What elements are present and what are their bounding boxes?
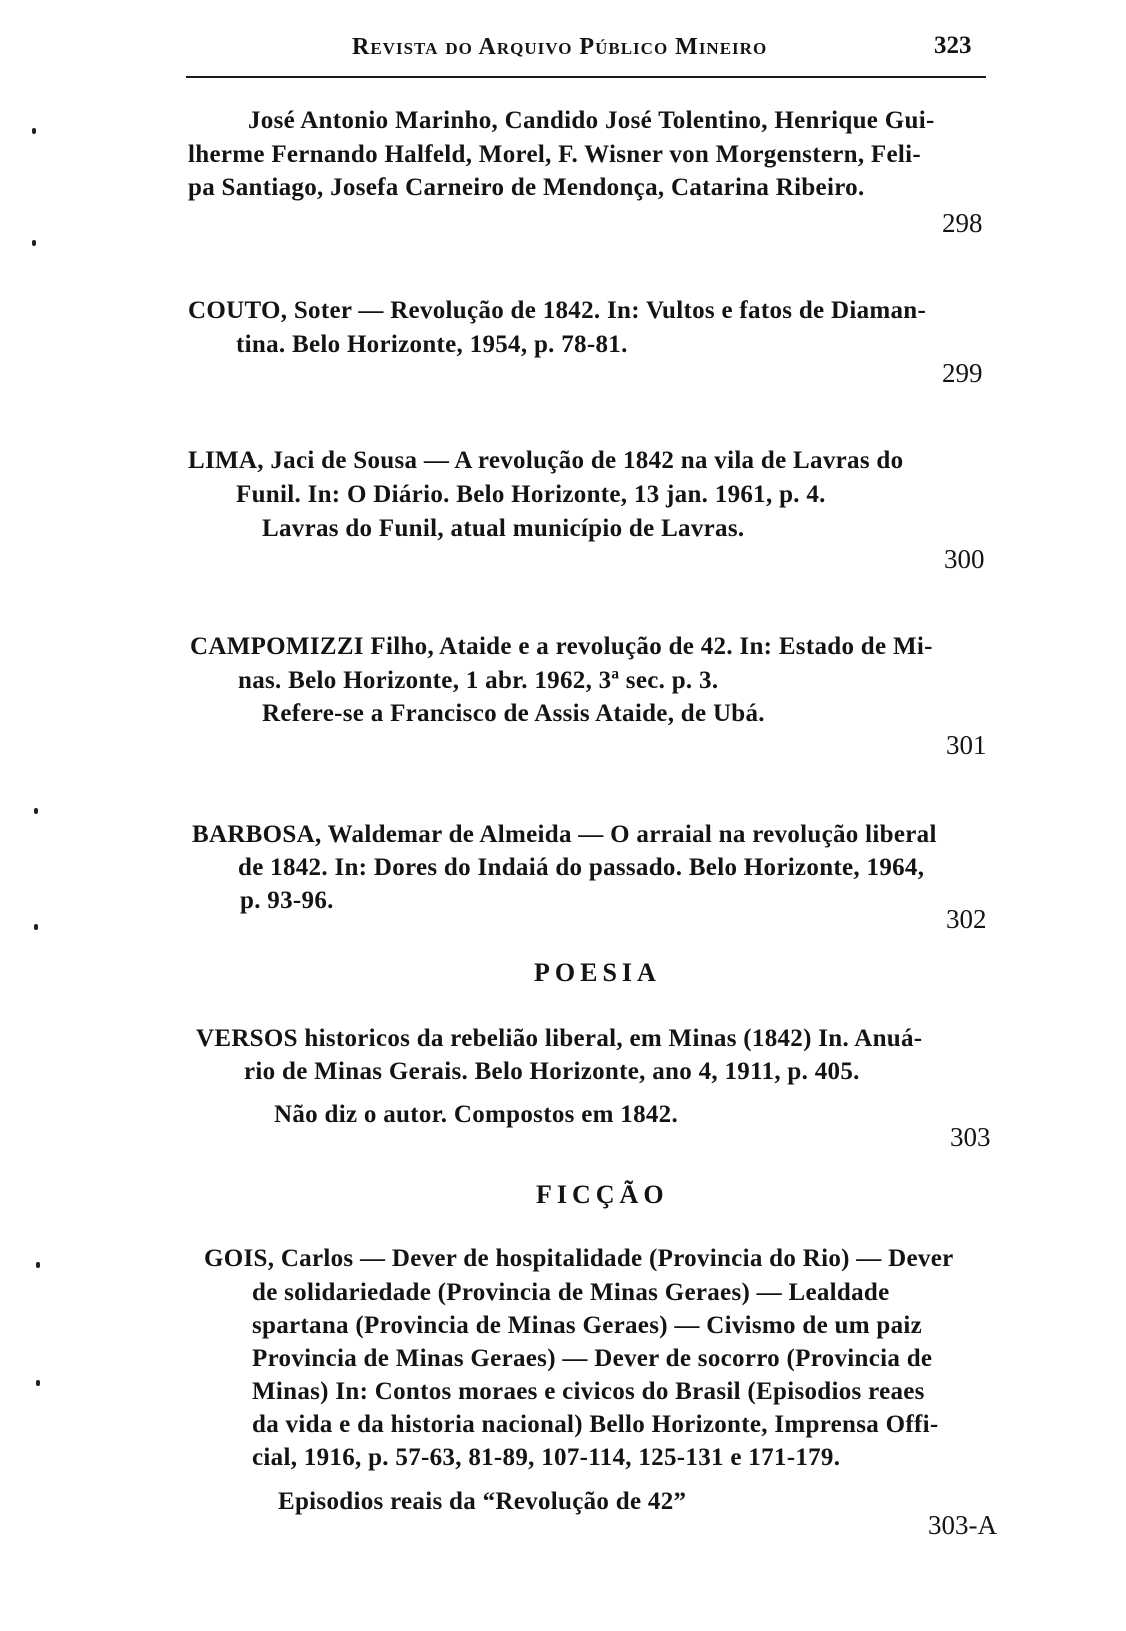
entry-number: 301 (946, 730, 987, 760)
entry-number: 303-A (928, 1510, 997, 1540)
entry-number: 300 (944, 544, 985, 574)
entry-line: da vida e da historia nacional) Bello Horizonte, Imprensa Offi- (252, 1411, 939, 1438)
entry-line: rio de Minas Gerais. Belo Horizonte, ano 4, 1911, p. 405. (244, 1058, 860, 1085)
section-heading-ficcao: FICÇÃO (536, 1180, 669, 1209)
section-heading-poesia: POESIA (534, 958, 661, 987)
entry-line: cial, 1916, p. 57-63, 81-89, 107-114, 125-131 e 171-179. (252, 1444, 841, 1471)
entry-line: tina. Belo Horizonte, 1954, p. 78-81. (236, 331, 628, 358)
margin-speck (34, 924, 38, 930)
header-rule (186, 76, 986, 78)
entry-line: GOIS, Carlos — Dever de hospitalidade (Provincia do Rio) — Dever (204, 1245, 954, 1272)
entry-line: Provincia de Minas Geraes) — Dever de socorro (Provincia de (252, 1345, 933, 1372)
entry-number: 303 (950, 1122, 991, 1152)
entry-line: Funil. In: O Diário. Belo Horizonte, 13 jan. 1961, p. 4. (236, 481, 826, 508)
entry-line: p. 93-96. (240, 887, 334, 914)
entry-line: de solidariedade (Provincia de Minas Geraes) — Lealdade (252, 1279, 890, 1306)
entry-line: Episodios reais da “Revolução de 42” (278, 1488, 687, 1515)
entry-line: COUTO, Soter — Revolução de 1842. In: Vultos e fatos de Diaman- (188, 297, 927, 324)
entry-line: de 1842. In: Dores do Indaiá do passado. Belo Horizonte, 1964, (238, 854, 925, 881)
entry-line: LIMA, Jaci de Sousa — A revolução de 1842 na vila de Lavras do (188, 447, 904, 474)
entry-line: BARBOSA, Waldemar de Almeida — O arraial na revolução liberal (192, 821, 937, 848)
entry-line: Refere-se a Francisco de Assis Ataide, de Ubá. (262, 700, 765, 727)
entry-line: lherme Fernando Halfeld, Morel, F. Wisner von Morgenstern, Feli- (188, 141, 922, 168)
entry-line: pa Santiago, Josefa Carneiro de Mendonça, Catarina Ribeiro. (188, 174, 865, 201)
running-title: Revista do Arquivo Público Mineiro (352, 34, 768, 60)
entry-line: José Antonio Marinho, Candido José Tolentino, Henrique Gui- (248, 107, 935, 134)
margin-speck (32, 240, 36, 246)
entry-line: spartana (Provincia de Minas Geraes) — Civismo de um paiz (252, 1312, 923, 1339)
margin-speck (36, 1380, 40, 1386)
entry-line: VERSOS historicos da rebelião liberal, em Minas (1842) In. Anuá- (196, 1025, 923, 1052)
entry-line: nas. Belo Horizonte, 1 abr. 1962, 3ª sec. p. 3. (238, 667, 719, 694)
margin-speck (34, 808, 38, 814)
page-number: 323 (934, 32, 972, 59)
margin-speck (32, 128, 36, 134)
entry-number: 298 (942, 208, 983, 238)
entry-number: 299 (942, 358, 983, 388)
entry-line: CAMPOMIZZI Filho, Ataide e a revolução de 42. In: Estado de Mi- (190, 633, 933, 660)
entry-number: 302 (946, 904, 987, 934)
margin-speck (36, 1262, 40, 1268)
entry-line: Minas) In: Contos moraes e civicos do Brasil (Episodios reaes (252, 1378, 925, 1405)
entry-line: Não diz o autor. Compostos em 1842. (274, 1101, 679, 1128)
entry-line: Lavras do Funil, atual município de Lavras. (262, 515, 745, 542)
